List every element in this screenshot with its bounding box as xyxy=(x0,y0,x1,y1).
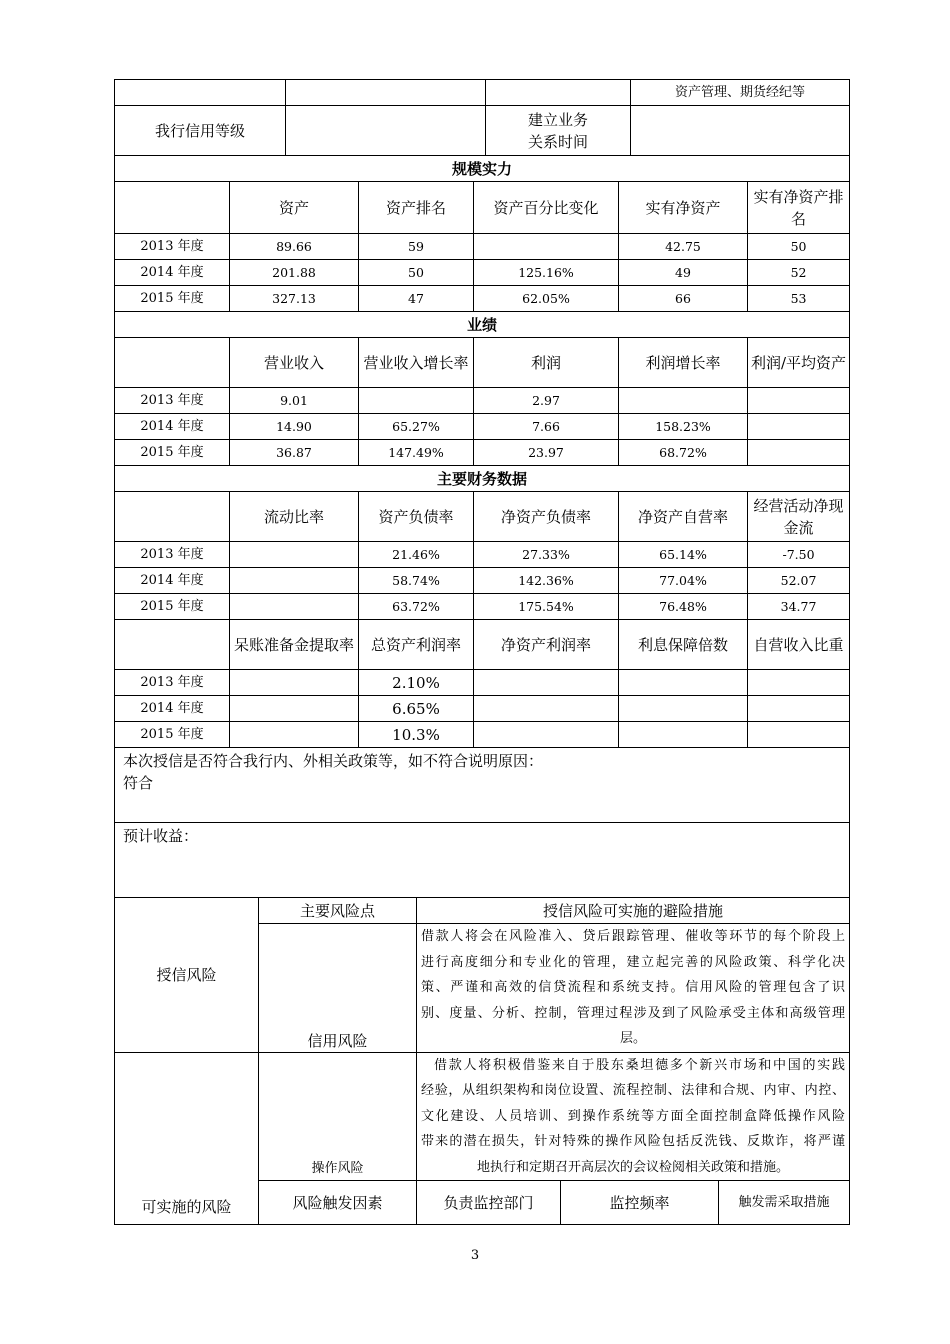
data-cell: 63.72% xyxy=(359,594,474,620)
header-table xyxy=(114,79,850,156)
data-cell xyxy=(230,696,359,722)
table-row xyxy=(115,286,850,312)
column-header: 监控频率 xyxy=(561,1181,719,1225)
header-blank xyxy=(115,338,230,388)
data-cell: 10.3% xyxy=(359,722,474,748)
credit-risk-point: 信用风险 xyxy=(259,924,417,1053)
section-title-finance: 主要财务数据 xyxy=(115,466,850,492)
column-header: 经营活动净现金流 xyxy=(748,492,850,542)
business-scope-cell: 资产管理、期货经纪等 xyxy=(631,80,850,106)
table-row xyxy=(115,260,850,286)
data-cell: 59 xyxy=(359,234,474,260)
credit-report-form xyxy=(114,79,849,1225)
column-header: 自营收入比重 xyxy=(748,620,850,670)
column-header: 净资产自营率 xyxy=(619,492,748,542)
data-cell xyxy=(474,234,619,260)
column-header: 资产排名 xyxy=(359,182,474,234)
header-blank xyxy=(115,182,230,234)
data-cell: 68.72% xyxy=(619,440,748,466)
data-cell: 14.90 xyxy=(230,414,359,440)
column-header: 利润/平均资产 xyxy=(748,338,850,388)
column-header: 实有净资产排名 xyxy=(748,182,850,234)
data-cell: 34.77 xyxy=(748,594,850,620)
year-cell: 2013 年度 xyxy=(115,542,230,568)
data-cell: 147.49% xyxy=(359,440,474,466)
data-cell: 50 xyxy=(748,234,850,260)
data-cell: 2.97 xyxy=(474,388,619,414)
data-cell: 125.16% xyxy=(474,260,619,286)
data-cell: 6.65% xyxy=(359,696,474,722)
data-cell xyxy=(748,696,850,722)
column-header: 资产 xyxy=(230,182,359,234)
relation-time-label: 建立业务 关系时间 xyxy=(486,106,631,156)
data-cell: 66 xyxy=(619,286,748,312)
financial-table xyxy=(114,155,850,898)
data-cell: 2.10% xyxy=(359,670,474,696)
year-cell: 2015 年度 xyxy=(115,286,230,312)
data-cell xyxy=(474,696,619,722)
data-cell: 52 xyxy=(748,260,850,286)
column-header: 资产百分比变化 xyxy=(474,182,619,234)
credit-rating-label: 我行信用等级 xyxy=(115,106,286,156)
column-header: 呆账准备金提取率 xyxy=(230,620,359,670)
data-cell: 47 xyxy=(359,286,474,312)
data-cell: 42.75 xyxy=(619,234,748,260)
section-title-scale: 规模实力 xyxy=(115,156,850,182)
data-cell: 65.14% xyxy=(619,542,748,568)
data-cell xyxy=(230,568,359,594)
column-header: 主要风险点 xyxy=(259,898,417,924)
data-cell: 27.33% xyxy=(474,542,619,568)
year-cell: 2014 年度 xyxy=(115,260,230,286)
credit-rating-value xyxy=(286,106,486,156)
year-cell: 2015 年度 xyxy=(115,440,230,466)
column-header: 净资产利润率 xyxy=(474,620,619,670)
data-cell: 53 xyxy=(748,286,850,312)
empty-cell xyxy=(115,80,286,106)
data-cell: 327.13 xyxy=(230,286,359,312)
table-row xyxy=(115,670,850,696)
column-header: 净资产负债率 xyxy=(474,492,619,542)
empty-cell xyxy=(286,80,486,106)
year-cell: 2015 年度 xyxy=(115,594,230,620)
header-blank xyxy=(115,492,230,542)
operation-risk-measures: 借款人将积极借鉴来自于股东桑坦德多个新兴市场和中国的实践 经验，从组织架构和岗位设置、流程控制、法律和合规、内审、内控、 文化建设、人员培训、到操作系统等方面全面控制盒降低操作风险 带来的潜在损失，针对特殊的操作风险包括反洗钱、反欺诈，将严谨 地执行和定期召开高层次的会议检阅相关政策和措施。 xyxy=(417,1052,850,1181)
column-header: 营业收入 xyxy=(230,338,359,388)
year-cell: 2013 年度 xyxy=(115,670,230,696)
data-cell: 36.87 xyxy=(230,440,359,466)
column-header: 利息保障倍数 xyxy=(619,620,748,670)
year-cell: 2014 年度 xyxy=(115,414,230,440)
year-cell: 2014 年度 xyxy=(115,568,230,594)
data-cell: 77.04% xyxy=(619,568,748,594)
year-cell: 2013 年度 xyxy=(115,388,230,414)
data-cell xyxy=(619,696,748,722)
data-cell: 158.23% xyxy=(619,414,748,440)
data-cell: 9.01 xyxy=(230,388,359,414)
column-header: 流动比率 xyxy=(230,492,359,542)
table-row xyxy=(115,234,850,260)
data-cell xyxy=(748,670,850,696)
data-cell xyxy=(230,542,359,568)
data-cell xyxy=(748,440,850,466)
operation-risk-point: 操作风险 xyxy=(259,1052,417,1181)
data-cell: 23.97 xyxy=(474,440,619,466)
policy-compliance-cell xyxy=(115,748,850,823)
data-cell xyxy=(748,414,850,440)
page-number: 3 xyxy=(470,1248,480,1263)
data-cell: 50 xyxy=(359,260,474,286)
data-cell xyxy=(230,670,359,696)
data-cell: 65.27% xyxy=(359,414,474,440)
column-header: 利润 xyxy=(474,338,619,388)
year-cell: 2015 年度 xyxy=(115,722,230,748)
table-row xyxy=(115,722,850,748)
finance-header-row-2 xyxy=(115,620,850,670)
table-row xyxy=(115,696,850,722)
credit-risk-measures: 借款人将会在风险准入、贷后跟踪管理、催收等环节的每个阶段上 进行高度细分和专业化的管理，建立起完善的风险政策、科学化决 策、严谨和高效的信贷流程和系统支持。信用风险的管理包含了识 别、度量、分析、控制，管理过程涉及到了风险承受主体和高级管理 层。 xyxy=(417,924,850,1053)
data-cell: 49 xyxy=(619,260,748,286)
data-cell: 142.36% xyxy=(474,568,619,594)
column-header: 触发需采取措施 xyxy=(719,1181,850,1225)
risk-table xyxy=(114,897,850,1225)
expected-income-label: 预计收益： xyxy=(123,827,199,845)
table-row xyxy=(115,542,850,568)
data-cell xyxy=(230,722,359,748)
data-cell xyxy=(619,722,748,748)
data-cell: 52.07 xyxy=(748,568,850,594)
header-blank xyxy=(115,620,230,670)
column-header: 资产负债率 xyxy=(359,492,474,542)
data-cell xyxy=(748,388,850,414)
table-row xyxy=(115,414,850,440)
section-title-performance: 业绩 xyxy=(115,312,850,338)
column-header: 负责监控部门 xyxy=(417,1181,561,1225)
data-cell xyxy=(474,722,619,748)
column-header: 实有净资产 xyxy=(619,182,748,234)
column-header: 授信风险可实施的避险措施 xyxy=(417,898,850,924)
relation-time-value xyxy=(631,106,850,156)
column-header: 营业收入增长率 xyxy=(359,338,474,388)
data-cell: 58.74% xyxy=(359,568,474,594)
data-cell: 175.54% xyxy=(474,594,619,620)
data-cell xyxy=(359,388,474,414)
empty-cell xyxy=(486,80,631,106)
data-cell: 76.48% xyxy=(619,594,748,620)
column-header: 总资产利润率 xyxy=(359,620,474,670)
data-cell xyxy=(230,594,359,620)
data-cell: -7.50 xyxy=(748,542,850,568)
finance-header-row xyxy=(115,492,850,542)
table-row xyxy=(115,568,850,594)
scale-header-row xyxy=(115,182,850,234)
column-header: 利润增长率 xyxy=(619,338,748,388)
year-cell: 2014 年度 xyxy=(115,696,230,722)
data-cell xyxy=(619,388,748,414)
table-row xyxy=(115,594,850,620)
policy-answer: 符合 xyxy=(123,774,154,792)
data-cell: 201.88 xyxy=(230,260,359,286)
credit-risk-label: 授信风险 xyxy=(115,898,259,1053)
column-header: 风险触发因素 xyxy=(259,1181,417,1225)
data-cell: 62.05% xyxy=(474,286,619,312)
year-cell: 2013 年度 xyxy=(115,234,230,260)
data-cell: 21.46% xyxy=(359,542,474,568)
data-cell xyxy=(748,722,850,748)
data-cell xyxy=(474,670,619,696)
expected-income-cell xyxy=(115,823,850,898)
policy-question: 本次授信是否符合我行内、外相关政策等，如不符合说明原因： xyxy=(123,752,544,770)
data-cell: 89.66 xyxy=(230,234,359,260)
table-row xyxy=(115,388,850,414)
performance-header-row xyxy=(115,338,850,388)
implementable-risk-label: 可实施的风险 xyxy=(115,1052,259,1225)
data-cell: 7.66 xyxy=(474,414,619,440)
data-cell xyxy=(619,670,748,696)
table-row xyxy=(115,440,850,466)
